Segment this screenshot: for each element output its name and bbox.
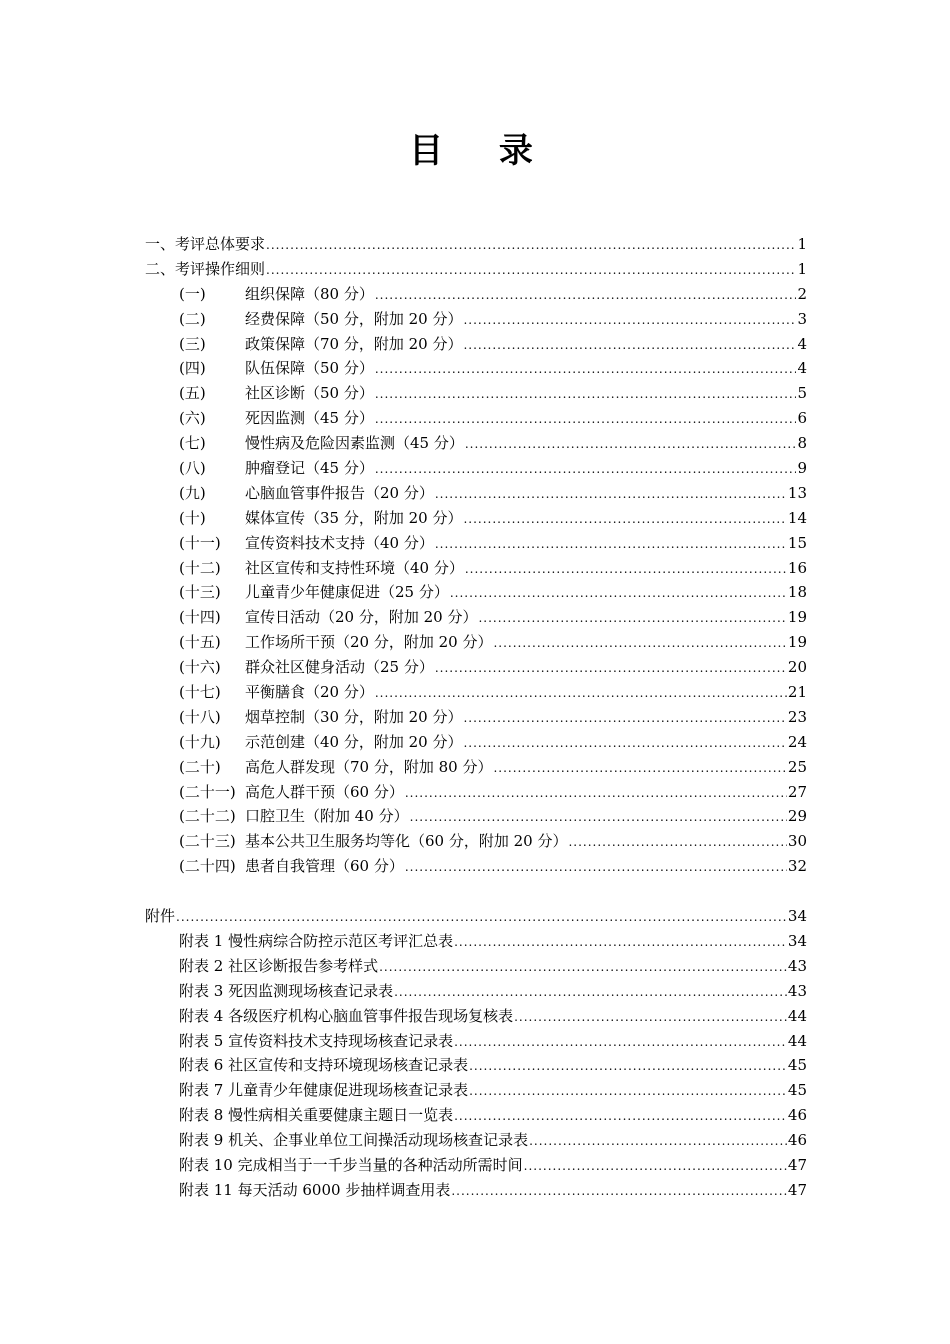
toc-page-number: 30 bbox=[787, 832, 807, 851]
dot-leader bbox=[463, 512, 786, 526]
dot-leader bbox=[266, 238, 796, 252]
toc-page-number: 25 bbox=[787, 757, 807, 776]
toc-entry[interactable] bbox=[145, 681, 807, 706]
toc-entry-text: 宣传日活动（20 分，附加 20 分） bbox=[245, 608, 478, 627]
toc-entry[interactable] bbox=[145, 407, 807, 432]
toc-sections bbox=[145, 283, 807, 880]
toc-entry-text: 慢性病及危险因素监测（45 分） bbox=[245, 434, 464, 453]
toc-entry[interactable] bbox=[145, 432, 807, 457]
toc-entry-number: (十三) bbox=[179, 583, 221, 602]
toc-page-number: 47 bbox=[787, 1155, 807, 1174]
dot-leader bbox=[405, 786, 787, 800]
toc-entry-text: 死因监测（45 分） bbox=[245, 409, 374, 428]
page-title: 目 录 bbox=[409, 131, 555, 171]
toc-page-number: 21 bbox=[787, 683, 807, 702]
dot-leader bbox=[454, 1109, 787, 1123]
toc-entry-text: 一、考评总体要求 bbox=[145, 235, 266, 253]
toc-entry-text: 心脑血管事件报告（20 分） bbox=[245, 483, 434, 502]
toc-page-number: 6 bbox=[797, 409, 807, 428]
toc-entry[interactable] bbox=[145, 756, 807, 781]
toc-entry-text: 政策保障（70 分，附加 20 分） bbox=[245, 334, 463, 353]
toc-entry[interactable] bbox=[145, 930, 807, 955]
toc-entry[interactable] bbox=[145, 557, 807, 582]
toc-entry[interactable] bbox=[145, 233, 807, 258]
toc-entry[interactable] bbox=[145, 1030, 807, 1055]
toc-page-number: 5 bbox=[797, 384, 807, 403]
toc-page-number: 44 bbox=[787, 1031, 807, 1050]
toc-entry-text: 附表 1 慢性病综合防控示范区考评汇总表 bbox=[179, 931, 454, 950]
toc-entry-text: 队伍保障（50 分） bbox=[245, 359, 374, 378]
toc-entry-text: 社区宣传和支持性环境（40 分） bbox=[245, 558, 464, 577]
toc-page-number: 29 bbox=[787, 807, 807, 826]
toc-entry-appendix[interactable] bbox=[145, 905, 807, 930]
toc-entry-text: 附表 7 儿童青少年健康促进现场核查记录表 bbox=[179, 1081, 469, 1100]
dot-leader bbox=[379, 960, 787, 974]
toc-page-number: 45 bbox=[787, 1081, 807, 1100]
toc-entry[interactable] bbox=[145, 706, 807, 731]
dot-leader bbox=[568, 835, 786, 849]
toc-appendix-items bbox=[145, 930, 807, 1204]
toc-entry-number: (十四) bbox=[179, 608, 221, 627]
toc-entry[interactable] bbox=[145, 258, 807, 283]
dot-leader bbox=[463, 736, 786, 750]
toc-entry-text: 社区诊断（50 分） bbox=[245, 384, 374, 403]
dot-leader bbox=[469, 1059, 787, 1073]
toc-entry[interactable] bbox=[145, 1129, 807, 1154]
toc-entry-number: (六) bbox=[179, 409, 206, 428]
toc-entry[interactable] bbox=[145, 457, 807, 482]
toc-entry-text: 附件 bbox=[145, 907, 176, 926]
toc-entry-text: 高危人群发现（70 分，附加 80 分） bbox=[245, 757, 493, 776]
dot-leader bbox=[463, 711, 786, 725]
dot-leader bbox=[410, 810, 787, 824]
dot-leader bbox=[463, 313, 796, 327]
toc-entry-number: (七) bbox=[179, 434, 206, 453]
toc-entry-number: (十九) bbox=[179, 732, 221, 751]
toc-entry-number: (五) bbox=[179, 384, 206, 403]
toc-entry-number: (三) bbox=[179, 334, 206, 353]
toc-entry-number: (二十四) bbox=[179, 857, 236, 876]
toc-entry-text: 媒体宣传（35 分，附加 20 分） bbox=[245, 508, 463, 527]
toc-page-number: 15 bbox=[787, 533, 807, 552]
toc-entry-text: 宣传资料技术支持（40 分） bbox=[245, 533, 434, 552]
toc-entry[interactable] bbox=[145, 283, 807, 308]
toc-entry-number: (一) bbox=[179, 284, 206, 303]
toc-entry-text: 高危人群干预（60 分） bbox=[245, 782, 404, 801]
toc-page-number: 34 bbox=[787, 907, 807, 926]
toc-entry-text: 二、考评操作细则 bbox=[145, 259, 266, 278]
toc-entry-number: (四) bbox=[179, 359, 206, 378]
dot-leader bbox=[529, 1134, 787, 1148]
toc-page-number: 32 bbox=[787, 857, 807, 876]
dot-leader bbox=[493, 636, 786, 650]
toc-page-number: 43 bbox=[787, 981, 807, 1000]
toc-entry-text: 烟草控制（30 分，附加 20 分） bbox=[245, 707, 463, 726]
toc-entry[interactable] bbox=[145, 1179, 807, 1204]
toc-page-number: 43 bbox=[787, 956, 807, 975]
toc-entry-text: 附表 8 慢性病相关重要健康主题日一览表 bbox=[179, 1106, 454, 1125]
toc-entry[interactable] bbox=[145, 955, 807, 980]
toc-entry-text: 基本公共卫生服务均等化（60 分，附加 20 分） bbox=[245, 832, 568, 851]
toc-entry-number: (十一) bbox=[179, 533, 221, 552]
toc-entry[interactable] bbox=[145, 357, 807, 382]
toc-page-number: 14 bbox=[787, 508, 807, 527]
dot-leader bbox=[469, 1084, 787, 1098]
toc-entry[interactable] bbox=[145, 308, 807, 333]
toc-entry-number: (二十三) bbox=[179, 832, 236, 851]
toc-entry[interactable] bbox=[145, 980, 807, 1005]
dot-leader bbox=[451, 1184, 787, 1198]
toc-entry-number: (十六) bbox=[179, 658, 221, 677]
toc-entry-text: 附表 9 机关、企事业单位工间操活动现场核查记录表 bbox=[179, 1131, 529, 1150]
dot-leader bbox=[375, 288, 797, 302]
toc-entry-number: (十五) bbox=[179, 633, 221, 652]
toc-entry-text: 平衡膳食（20 分） bbox=[245, 683, 374, 702]
dot-leader bbox=[493, 761, 786, 775]
toc-entry[interactable] bbox=[145, 382, 807, 407]
dot-leader bbox=[375, 412, 797, 426]
toc-page-number: 27 bbox=[787, 782, 807, 801]
toc-page-number: 34 bbox=[787, 931, 807, 950]
toc-entry[interactable] bbox=[145, 855, 807, 880]
toc-entry-text: 附表 5 宣传资料技术支持现场核查记录表 bbox=[179, 1031, 454, 1050]
toc-page-number: 44 bbox=[787, 1006, 807, 1025]
dot-leader bbox=[435, 537, 787, 551]
toc-page-number: 16 bbox=[787, 558, 807, 577]
dot-leader bbox=[454, 1035, 787, 1049]
toc-entry-number: (八) bbox=[179, 459, 206, 478]
toc-entry[interactable] bbox=[145, 656, 807, 681]
toc-entry-text: 附表 3 死因监测现场核查记录表 bbox=[179, 981, 394, 1000]
dot-leader bbox=[176, 910, 787, 924]
toc-page-number: 1 bbox=[797, 259, 807, 278]
toc-page-number: 8 bbox=[797, 434, 807, 453]
toc-page-number: 1 bbox=[797, 235, 807, 253]
toc-entry[interactable] bbox=[145, 731, 807, 756]
toc-page-number: 47 bbox=[787, 1180, 807, 1199]
dot-leader bbox=[394, 985, 787, 999]
toc-entry-number: (十二) bbox=[179, 558, 221, 577]
toc-page-number: 3 bbox=[797, 309, 807, 328]
dot-leader bbox=[450, 586, 787, 600]
toc-entry-text: 组织保障（80 分） bbox=[245, 284, 374, 303]
dot-leader bbox=[405, 860, 787, 874]
toc-entry-text: 附表 11 每天活动 6000 步抽样调查用表 bbox=[179, 1180, 451, 1199]
toc-entry-text: 附表 2 社区诊断报告参考样式 bbox=[179, 956, 379, 975]
toc-page-number: 13 bbox=[787, 483, 807, 502]
dot-leader bbox=[465, 562, 787, 576]
toc-entry-number: (九) bbox=[179, 483, 206, 502]
toc-entry[interactable] bbox=[145, 1104, 807, 1129]
toc-entry-text: 口腔卫生（附加 40 分） bbox=[245, 807, 409, 826]
dot-leader bbox=[435, 487, 787, 501]
toc-page-number: 19 bbox=[787, 633, 807, 652]
dot-leader bbox=[375, 362, 797, 376]
dot-leader bbox=[465, 437, 797, 451]
toc-page-number: 23 bbox=[787, 707, 807, 726]
toc-entry-number: (十七) bbox=[179, 683, 221, 702]
toc-entry-number: (二十一) bbox=[179, 782, 236, 801]
toc-entry-text: 群众社区健身活动（25 分） bbox=[245, 658, 434, 677]
toc-entry-text: 肿瘤登记（45 分） bbox=[245, 459, 374, 478]
toc-page-number: 9 bbox=[797, 459, 807, 478]
toc-page-number: 20 bbox=[787, 658, 807, 677]
toc-page-number: 2 bbox=[797, 284, 807, 303]
dot-leader bbox=[454, 935, 787, 949]
dot-leader bbox=[375, 387, 797, 401]
toc-entry[interactable] bbox=[145, 631, 807, 656]
toc-page-number: 4 bbox=[797, 334, 807, 353]
toc-entry[interactable] bbox=[145, 1054, 807, 1079]
toc-entry-text: 附表 4 各级医疗机构心脑血管事件报告现场复核表 bbox=[179, 1006, 514, 1025]
toc-entry[interactable] bbox=[145, 532, 807, 557]
dot-leader bbox=[435, 661, 787, 675]
toc-entry-text: 附表 10 完成相当于一千步当量的各种活动所需时间 bbox=[179, 1155, 523, 1174]
toc-page-number: 45 bbox=[787, 1056, 807, 1075]
toc-entry[interactable] bbox=[145, 333, 807, 358]
toc-entry-number: (十八) bbox=[179, 707, 221, 726]
toc-entry-text: 附表 6 社区宣传和支持环境现场核查记录表 bbox=[179, 1056, 469, 1075]
toc-entry-number: (二) bbox=[179, 309, 206, 328]
toc-entry[interactable] bbox=[145, 781, 807, 806]
toc-entry-number: (二十二) bbox=[179, 807, 236, 826]
toc-page-number: 46 bbox=[787, 1106, 807, 1125]
toc-page-number: 18 bbox=[787, 583, 807, 602]
dot-leader bbox=[463, 338, 796, 352]
toc-entry-text: 经费保障（50 分，附加 20 分） bbox=[245, 309, 463, 328]
toc-page-number: 46 bbox=[787, 1131, 807, 1150]
dot-leader bbox=[266, 263, 796, 277]
toc-page-number: 24 bbox=[787, 732, 807, 751]
toc-entry-number: (十) bbox=[179, 508, 206, 527]
toc-entry[interactable] bbox=[145, 1154, 807, 1179]
toc-page-number: 19 bbox=[787, 608, 807, 627]
toc-entry-text: 患者自我管理（60 分） bbox=[245, 857, 404, 876]
toc-entry[interactable] bbox=[145, 1005, 807, 1030]
toc-entry[interactable] bbox=[145, 1079, 807, 1104]
toc-entry-number: (二十) bbox=[179, 757, 221, 776]
toc-entry[interactable] bbox=[145, 805, 807, 830]
dot-leader bbox=[514, 1010, 787, 1024]
toc-entry-text: 儿童青少年健康促进（25 分） bbox=[245, 583, 449, 602]
toc-entry[interactable] bbox=[145, 581, 807, 606]
toc-entry-text: 工作场所干预（20 分，附加 20 分） bbox=[245, 633, 493, 652]
toc-entry[interactable] bbox=[145, 606, 807, 631]
toc-entry[interactable] bbox=[145, 507, 807, 532]
toc-entry-text: 示范创建（40 分，附加 20 分） bbox=[245, 732, 463, 751]
toc-entry[interactable] bbox=[145, 482, 807, 507]
toc-page-number: 4 bbox=[797, 359, 807, 378]
dot-leader bbox=[375, 462, 797, 476]
dot-leader bbox=[478, 611, 786, 625]
dot-leader bbox=[524, 1159, 787, 1173]
table-of-contents bbox=[145, 233, 807, 1204]
dot-leader bbox=[375, 686, 787, 700]
toc-entry[interactable] bbox=[145, 830, 807, 855]
